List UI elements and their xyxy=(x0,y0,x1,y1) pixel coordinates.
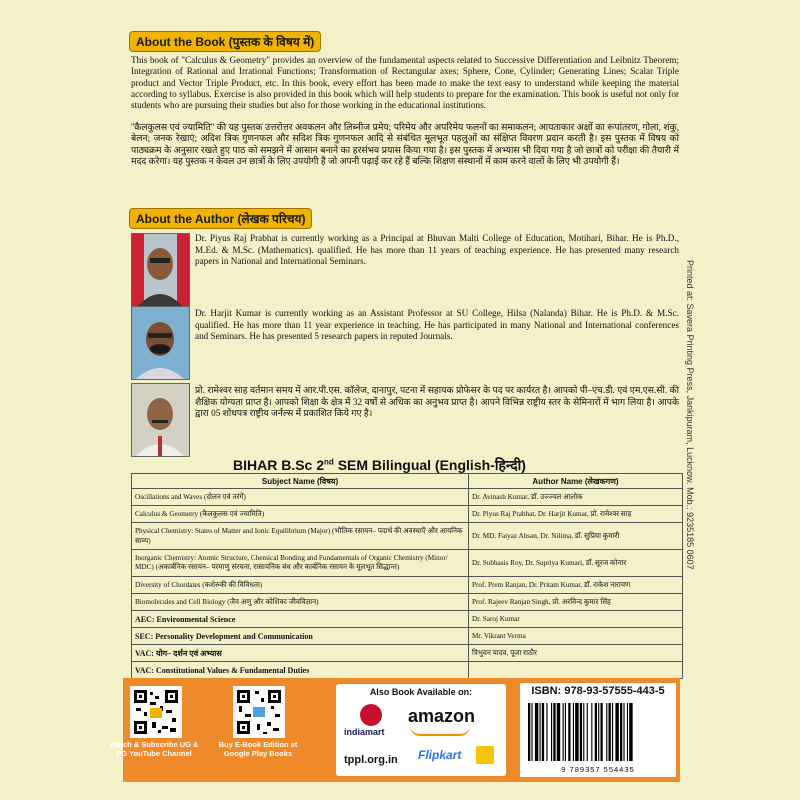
author-cell: Dr. MD. Faiyaz Ahsan, Dr. Nilima, डॉ. सुप्रिया कुमारी xyxy=(469,523,683,550)
subject-cell: Oscillations and Waves (दोलन एवं तरंगें) xyxy=(132,489,469,506)
author-bio-harjit: Dr. Harjit Kumar is currently working as an Assistant Professor at SU College, Hilsa (Nalanda) Bihar. He is Ph.D. & M.Sc. qualified. He has more than 11 year experience in teaching. He has participated in many National and International conferences and Seminars. He has presented 5 research papers in reputed Journals. xyxy=(195,308,679,341)
barcode-bar xyxy=(600,703,602,761)
subject-cell: VAC: योग– दर्शन एवं अभ्यास xyxy=(132,645,469,662)
author-cell: Dr. Piyus Raj Prabhat, Dr. Harjit Kumar, प्रो. रामेश्वर साह xyxy=(469,506,683,523)
subject-cell: Inorganic Chemistry: Atomic Structure, Chemical Bonding and Fundamentals of Organic Chemistry (Minor/ MDC) (अकार्बनिक रसायन– परमाणु संरचना, रासायनिक बंध और कार्बनिक रसायन के मूलभूत सिद्धान्त) xyxy=(132,550,469,577)
barcode-bar xyxy=(583,703,584,761)
flipkart-bag-icon xyxy=(476,746,494,764)
author-cell: त्रिभुवन यादव, पूजा राठौर xyxy=(469,645,683,662)
website-link[interactable]: tppl.org.in xyxy=(344,754,398,766)
isbn-barcode-icon xyxy=(526,701,670,763)
barcode-bar xyxy=(542,703,544,761)
content-area xyxy=(123,28,680,678)
barcode-bar xyxy=(587,703,588,761)
indiamart-icon xyxy=(360,704,382,726)
barcode-bar xyxy=(573,703,574,761)
author-cell: Prof. Prem Ranjan, Dr. Pritam Kumar, डॉ. राकेश नारायण xyxy=(469,577,683,594)
printer-info-text: Printed at: Savera Printing Press, Jankipuram, Lucknow. Mob.: 9235185 0607 xyxy=(685,260,695,570)
barcode-bar xyxy=(612,703,613,761)
table-header-row xyxy=(132,474,683,489)
author-cell xyxy=(469,662,683,679)
author-cell: Mr. Vikrant Verma xyxy=(469,628,683,645)
barcode-bar xyxy=(531,703,532,761)
barcode-bar xyxy=(591,703,592,761)
author-cell: Dr. Subhasis Roy, Dr. Supriya Kumari, डॉ. सूरज कोनार xyxy=(469,550,683,577)
barcode-bar xyxy=(623,703,624,761)
about-book-heading: About the Book (पुस्तक के विषय में) xyxy=(129,31,321,52)
subject-cell: VAC: Constitutional Values & Fundamental Duties xyxy=(132,662,469,679)
table-row xyxy=(132,550,683,577)
barcode-bar xyxy=(598,703,599,761)
table-row xyxy=(132,577,683,594)
isbn-number: ISBN: 978-93-57555-443-5 xyxy=(531,685,665,697)
subject-cell: Calculus & Geometry (कैलकुलस एवं ज्यामिति) xyxy=(132,506,469,523)
table-row xyxy=(132,506,683,523)
table-row xyxy=(132,662,683,679)
google-play-qr-code[interactable] xyxy=(233,686,285,738)
subject-cell: Biomolecules and Cell Biology (जैव अणु और कोशिका जीवविज्ञान) xyxy=(132,594,469,611)
subject-cell: SEC: Personality Development and Communication xyxy=(132,628,469,645)
table-row xyxy=(132,611,683,628)
barcode-bar xyxy=(551,703,552,761)
barcode-bar xyxy=(595,703,597,761)
barcode-bar xyxy=(615,703,618,761)
barcode-bar xyxy=(609,703,611,761)
google-play-caption: Buy E-Book Edition at Google Play Books xyxy=(218,740,298,758)
amazon-smile-icon xyxy=(410,726,470,736)
isbn-box xyxy=(520,683,676,777)
barcode-bar xyxy=(568,703,570,761)
youtube-caption: Watch & Subscribe UG & PG YouTube Channel xyxy=(109,740,199,758)
barcode-bar xyxy=(606,703,607,761)
table-row xyxy=(132,645,683,662)
barcode-bar xyxy=(540,703,541,761)
subject-header: Subject Name (विषय) xyxy=(132,474,469,489)
table-row xyxy=(132,489,683,506)
available-on-box xyxy=(336,684,506,776)
author-photo-rameshwar xyxy=(131,383,190,457)
indiamart-logo[interactable] xyxy=(344,704,400,742)
barcode-bar xyxy=(528,703,530,761)
author-bio-rameshwar: प्रो. रामेश्वर साह वर्तमान समय में आर.पी.एस. कॉलेज, दानापुर, पटना में सहायक प्रोफेसर के पद पर कार्यरत है। आपको पी–एच.डी. एवं एम.एस.सी. की शैक्षिक योग्यता प्राप्त है। आपको शिक्षा के क्षेत्र में 32 वर्षो से अधिक का अनुभव प्राप्त है। आपने विभिन्न राष्ट्रीय स्तर के सेमिनारों में भाग लिया है। आपके द्वारा 05 शोधपत्र राष्ट्रीय जर्नल्स में प्रकाशित किये गए है। xyxy=(195,385,679,418)
author-cell: Prof. Rajeev Ranjan Singh, प्रो. अरविन्द कुमार सिंह xyxy=(469,594,683,611)
author-cell: Dr. Avinash Kumar, डॉ. उज्ज्वल आलोक xyxy=(469,489,683,506)
subject-author-table xyxy=(131,473,683,679)
flipkart-logo[interactable]: Flipkart xyxy=(418,748,462,762)
table-row xyxy=(132,594,683,611)
barcode-bar xyxy=(575,703,578,761)
about-book-hindi: ''कैलकुलस एवं ज्यामिति'' की यह पुस्तक उत्तरोत्तर अवकलन और लिब्नीज प्रमेय; परिमेय और अपरिमेय फलनों का समाकलन; आयताकार अक्षों का रूपांतरण, गोला, शंकु, बेलन; जनक रेखाएं; अदिश त्रिक गुणनफल और सदिश त्रिक गुणनफल आदि से संबंधित मूलभूत पहलुओं का संक्षिप्त विवरण प्रदान करती है। इस पुस्तक में विषय को पाठ्यक्रम के अनुसार रखते हुए पाठ को समझने में आसान बनाने का हरसंभव प्रयास किया गया है। इस पुस्तक में अभ्यास भी दिया गया है जो छात्रों को परीक्षा की तैयारी में मदद करेगा। यह पुस्तक न केवल उन छात्रों के लिए उपयोगी है जो अपनी पढ़ाई कर रहे हैं बल्कि शिक्षण संस्थानों में काम करने वालों के लिए भी उपयोगी हैं। xyxy=(131,122,679,166)
subject-cell: Physical Chemistry: States of Matter and Ionic Equilibrium (Major) (भौतिक रसायन– पदार्थ की अवस्थाएँ और आयनिक साम्य) xyxy=(132,523,469,550)
series-table-title: BIHAR B.Sc 2nd SEM Bilingual (English-हिन्दी) xyxy=(233,457,526,473)
about-book-english: This book of "Calculus & Geometry" provides an overview of the fundamental aspects related to Successive Differentiation and Leibnitz Theorem; Integration of Rational and Irrational Functions; Transformation of Rectangular axes; Sphere, Cone, Cylinder; Generating Lines; Scalar Triple product and Vector Triple Product, etc. In this book, every effort has been made to make the text easy to understand while keeping the material according to syllabus. Exercise is also provided in this book which will help students to prepare for the examination. This book is useful not only for students who are pursuing their studies but also for those working in the educational institutions. xyxy=(131,55,679,111)
indiamart-label: indiamart xyxy=(344,727,385,737)
footer-band xyxy=(109,678,680,782)
barcode-bar xyxy=(563,703,564,761)
subject-cell: AEC: Environmental Science xyxy=(132,611,469,628)
amazon-logo[interactable]: amazon xyxy=(408,706,476,726)
printer-info xyxy=(685,260,705,620)
barcode-bar xyxy=(565,703,566,761)
available-on-title: Also Book Available on: xyxy=(369,687,473,697)
barcode-bar xyxy=(535,703,538,761)
author-header: Author Name (लेखकगण) xyxy=(469,474,683,489)
barcode-bar xyxy=(553,703,555,761)
subject-cell: Diversity of Chordates (कशेरुकी की विविधता) xyxy=(132,577,469,594)
barcode-bar xyxy=(620,703,622,761)
barcode-bar xyxy=(580,703,582,761)
author-cell: Dr. Saroj Kumar xyxy=(469,611,683,628)
table-row xyxy=(132,628,683,645)
barcode-bar xyxy=(627,703,628,761)
author-photo-harjit xyxy=(131,306,190,380)
barcode-bar xyxy=(629,703,632,761)
author-photo-piyus xyxy=(131,233,190,307)
table-body xyxy=(132,489,683,679)
barcode-bar xyxy=(546,703,547,761)
author-bio-piyus: Dr. Piyus Raj Prabhat is currently working as a Principal at Bhuvan Malti College of Education, Motihari, Bihar. He is Ph.D., M.Ed. & M.Sc. (Mathematics). qualified. He has more than 11 years of teaching experience. He has presented many research papers in National and International Seminars. xyxy=(195,233,679,266)
barcode-digits: 9 789357 554435 xyxy=(561,765,635,774)
barcode-bar xyxy=(557,703,560,761)
youtube-qr-code[interactable] xyxy=(130,686,182,738)
about-author-heading: About the Author (लेखक परिचय) xyxy=(129,208,312,229)
table-row xyxy=(132,523,683,550)
